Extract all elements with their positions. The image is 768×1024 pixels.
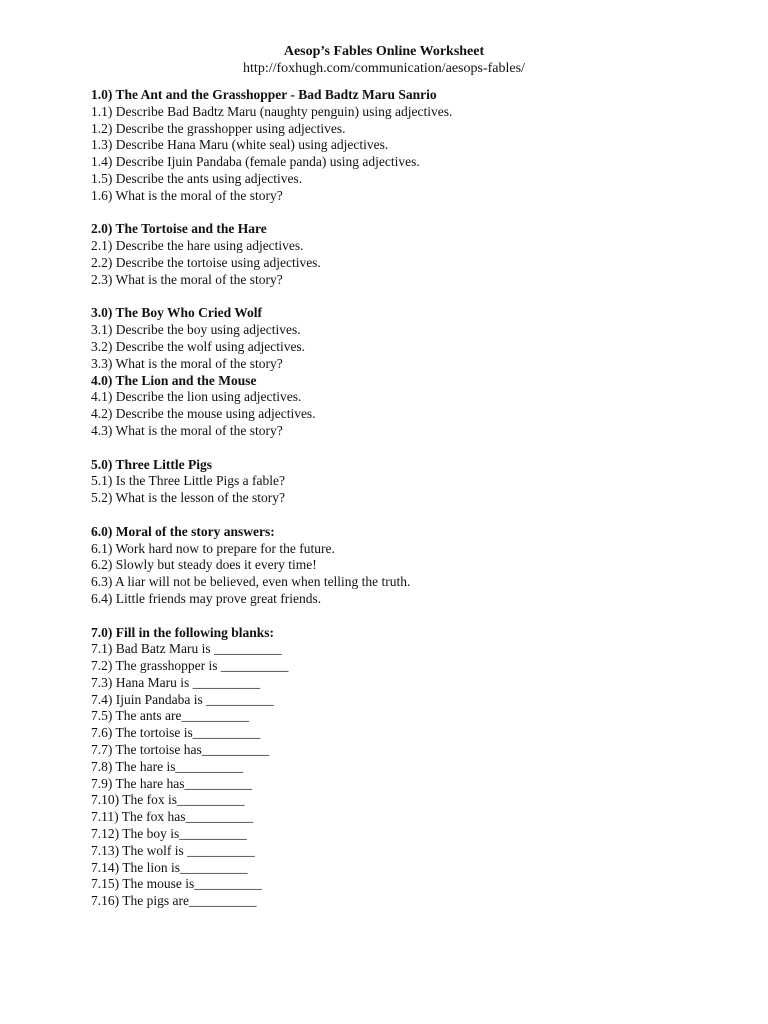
spacer <box>91 608 711 625</box>
fill-blank-item: 7.5) The ants are__________ <box>91 708 249 724</box>
section-heading: 2.0) The Tortoise and the Hare <box>91 221 267 237</box>
question-item: 1.4) Describe Ijuin Pandaba (female panda) using adjectives. <box>91 154 420 170</box>
section-lion-mouse <box>91 373 711 440</box>
question-item: 1.6) What is the moral of the story? <box>91 187 283 203</box>
fill-blank-item: 7.6) The tortoise is__________ <box>91 725 261 741</box>
answer-item: 6.1) Work hard now to prepare for the future. <box>91 540 335 556</box>
fill-blank-item: 7.8) The hare is__________ <box>91 758 243 774</box>
worksheet-body <box>91 87 711 910</box>
question-item: 1.1) Describe Bad Badtz Maru (naughty penguin) using adjectives. <box>91 103 453 119</box>
question-item: 1.2) Describe the grasshopper using adjectives. <box>91 120 346 136</box>
fill-blank-item: 7.16) The pigs are__________ <box>91 893 257 909</box>
fill-blank-item: 7.4) Ijuin Pandaba is __________ <box>91 691 274 707</box>
question-item: 4.1) Describe the lion using adjectives. <box>91 389 302 405</box>
fill-blank-item: 7.9) The hare has__________ <box>91 775 252 791</box>
worksheet-header <box>0 43 768 77</box>
fill-blank-item: 7.12) The boy is__________ <box>91 826 247 842</box>
fill-blank-item: 7.13) The wolf is __________ <box>91 842 255 858</box>
fill-blank-item: 7.15) The mouse is__________ <box>91 876 262 892</box>
fill-blank-item: 7.2) The grasshopper is __________ <box>91 658 289 674</box>
fill-blank-item: 7.10) The fox is__________ <box>91 792 245 808</box>
question-item: 3.1) Describe the boy using adjectives. <box>91 322 301 338</box>
section-heading: 4.0) The Lion and the Mouse <box>91 372 257 388</box>
question-item: 5.2) What is the lesson of the story? <box>91 490 285 506</box>
fill-blank-item: 7.1) Bad Batz Maru is __________ <box>91 641 282 657</box>
question-item: 2.1) Describe the hare using adjectives. <box>91 238 304 254</box>
answer-item: 6.4) Little friends may prove great friends. <box>91 590 322 606</box>
question-item: 1.5) Describe the ants using adjectives. <box>91 170 303 186</box>
question-item: 3.2) Describe the wolf using adjectives. <box>91 338 306 354</box>
question-item: 4.3) What is the moral of the story? <box>91 422 283 438</box>
section-fill-blanks <box>91 625 711 911</box>
section-three-little-pigs <box>91 457 711 507</box>
section-heading: 6.0) Moral of the story answers: <box>91 523 275 539</box>
question-item: 4.2) Describe the mouse using adjectives. <box>91 406 316 422</box>
question-item: 3.3) What is the moral of the story? <box>91 355 283 371</box>
spacer <box>91 205 711 222</box>
spacer <box>91 289 711 306</box>
section-ant-grasshopper <box>91 87 711 205</box>
section-heading: 3.0) The Boy Who Cried Wolf <box>91 305 263 321</box>
section-heading: 5.0) Three Little Pigs <box>91 456 212 472</box>
section-heading: 7.0) Fill in the following blanks: <box>91 624 275 640</box>
section-moral-answers <box>91 524 711 608</box>
fill-blank-item: 7.14) The lion is__________ <box>91 859 248 875</box>
question-item: 1.3) Describe Hana Maru (white seal) using adjectives. <box>91 137 389 153</box>
spacer <box>91 507 711 524</box>
question-item: 2.3) What is the moral of the story? <box>91 271 283 287</box>
question-item: 5.1) Is the Three Little Pigs a fable? <box>91 473 285 489</box>
section-heading: 1.0) The Ant and the Grasshopper - Bad Badtz Maru Sanrio <box>91 87 437 102</box>
section-tortoise-hare <box>91 221 711 288</box>
question-item: 2.2) Describe the tortoise using adjectives. <box>91 254 321 270</box>
answer-item: 6.2) Slowly but steady does it every time! <box>91 557 317 573</box>
spacer <box>91 440 711 457</box>
section-boy-cried-wolf <box>91 305 711 372</box>
answer-item: 6.3) A liar will not be believed, even when telling the truth. <box>91 574 411 590</box>
fill-blank-item: 7.3) Hana Maru is __________ <box>91 674 261 690</box>
fill-blank-item: 7.11) The fox has__________ <box>91 809 253 825</box>
worksheet-url: http://foxhugh.com/communication/aesops-fables/ <box>243 61 525 76</box>
fill-blank-item: 7.7) The tortoise has__________ <box>91 742 270 758</box>
worksheet-title: Aesop’s Fables Online Worksheet <box>283 44 485 59</box>
